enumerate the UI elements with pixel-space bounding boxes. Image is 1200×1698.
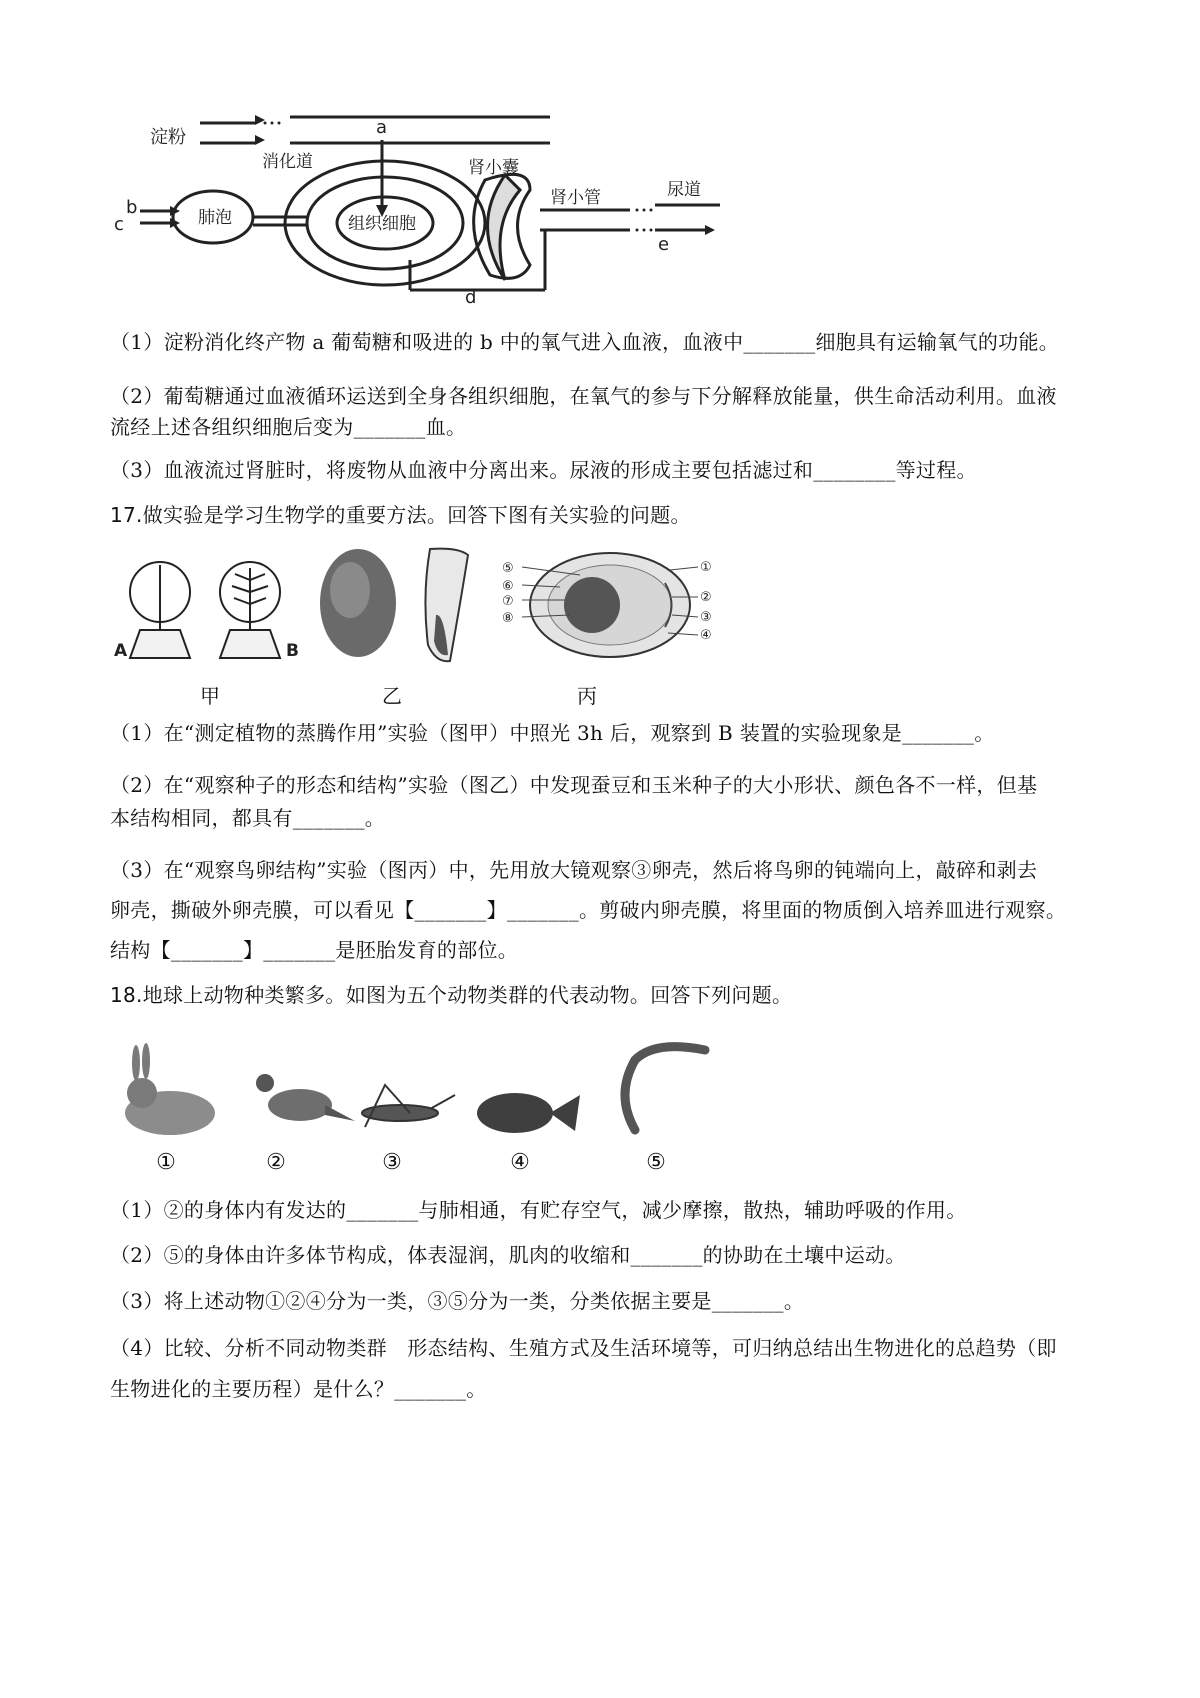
label-e: e [658,234,670,255]
egg-label-7: ⑦ [502,594,514,609]
label-alveolus: 肺泡 [198,208,232,228]
grasshopper-image [362,1085,455,1127]
q17-part3-line1: （3）在“观察鸟卵结构”实验（图丙）中，先用放大镜观察③卵壳，然后将鸟卵的钝端向上，敲碎和剥去 [110,858,1038,882]
q17-part3-line3: 结构【_______】_______是胚胎发育的部位。 [110,938,519,962]
egg-label-4: ④ [700,628,712,643]
label-digestive-tract: 消化道 [262,152,313,172]
q18-part2: （2）⑤的身体由许多体节构成，体表湿润，肌肉的收缩和_______的协助在土壤中运动。 [110,1243,906,1267]
q18-part4-line2: 生物进化的主要历程）是什么？_______。 [110,1377,487,1401]
label-a: a [376,117,388,138]
q17-part2-line1: （2）在“观察种子的形态和结构”实验（图乙）中发现蚕豆和玉米种子的大小形状、颜色各不一样，但基 [110,773,1038,797]
label-urethra: 尿道 [667,180,701,200]
egg-figure [500,545,720,665]
animals-figure [110,1035,720,1140]
label-c: c [114,214,124,235]
label-d: d [465,287,477,305]
q16-part1: （1）淀粉消化终产物 a 葡萄糖和吸进的 b 中的氧气进入血液，血液中_______细胞具有运输氧气的功能。 [110,330,1060,354]
egg-label-2: ② [700,590,712,605]
seed-figure [310,545,500,670]
label-glomerulus-capsule: 肾小囊 [468,158,519,178]
animal-label-5: ⑤ [646,1150,666,1175]
egg-label-6: ⑥ [502,579,514,594]
caption-yi: 乙 [382,684,402,708]
label-b: b [126,197,138,218]
q17-part1: （1）在“测定植物的蒸腾作用”实验（图甲）中照光 3h 后，观察到 B 装置的实验现象是_______。 [110,721,995,745]
q18-part4-line1: （4）比较、分析不同动物类群 形态结构、生殖方式及生活环境等，可归纳总结出生物进化的总趋势（即 [110,1336,1057,1360]
q18-part1: （1）②的身体内有发达的_______与肺相通，有贮存空气，减少摩擦，散热，辅助呼吸的作用。 [110,1198,967,1222]
q18-title: 18.地球上动物种类繁多。如图为五个动物类群的代表动物。回答下列问题。 [110,983,793,1007]
animal-label-2: ② [266,1150,286,1175]
caption-jia: 甲 [200,684,220,708]
egg-label-3: ③ [700,610,712,625]
label-tubule: 肾小管 [550,188,601,208]
label-B: B [286,641,299,661]
transpiration-figure [110,560,310,670]
egg-label-8: ⑧ [502,611,514,626]
q16-part2-line2: 流经上述各组织细胞后变为_______血。 [110,415,467,439]
egg-label-5: ⑤ [502,561,514,576]
label-starch: 淀粉 [150,127,186,148]
animal-label-1: ① [156,1150,176,1175]
egg-label-1: ① [700,560,712,575]
q18-part3: （3）将上述动物①②④分为一类，③⑤分为一类，分类依据主要是_______。 [110,1289,805,1313]
q17-title: 17.做实验是学习生物学的重要方法。回答下图有关实验的问题。 [110,503,691,527]
q17-part2-line2: 本结构相同，都具有_______。 [110,806,386,830]
fish-image [477,1093,580,1133]
q16-part2-line1: （2）葡萄糖通过血液循环运送到全身各组织细胞，在氧气的参与下分解释放能量，供生命活动利用。血液 [110,384,1057,408]
q16-part3: （3）血液流过肾脏时，将废物从血液中分离出来。尿液的形成主要包括滤过和________等过程。 [110,458,977,482]
earthworm-image [625,1047,705,1130]
animal-label-3: ③ [382,1150,402,1175]
label-tissue-cell: 组织细胞 [348,214,416,234]
caption-bing: 丙 [577,684,597,708]
pigeon-image [256,1074,355,1121]
q17-part3-line2: 卵壳，撕破外卵壳膜，可以看见【_______】_______。剪破内卵壳膜，将里面的物质倒入培养皿进行观察。 [110,898,1067,922]
circulation-diagram [110,95,730,305]
animal-label-4: ④ [510,1150,530,1175]
label-A: A [114,641,128,661]
rabbit-image [125,1043,215,1135]
